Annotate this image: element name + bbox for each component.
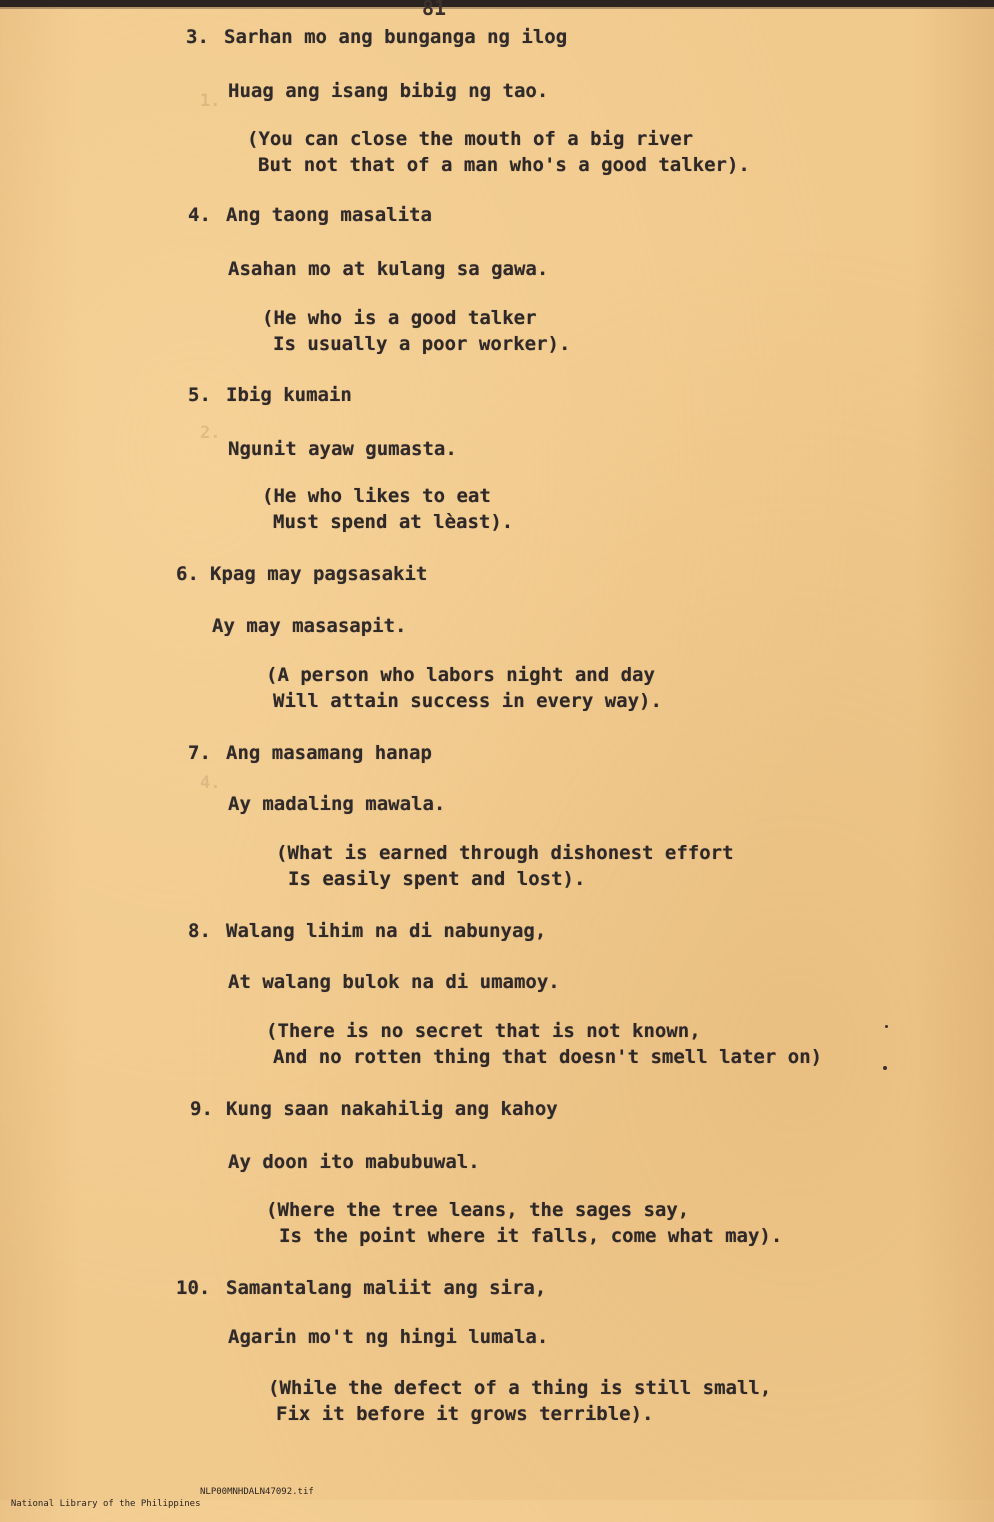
- proverb-number: 7.: [188, 742, 211, 764]
- english-translation-line: Is usually a poor worker).: [273, 333, 571, 355]
- tagalog-line: Asahan mo at kulang sa gawa.: [228, 258, 549, 280]
- ink-speck: [885, 1025, 888, 1028]
- tagalog-line: Kung saan nakahilig ang kahoy: [226, 1098, 558, 1120]
- proverb-number: 8.: [188, 920, 211, 942]
- english-translation-line: Will attain success in every way).: [273, 690, 662, 712]
- top-border: [0, 0, 994, 7]
- tagalog-line: Ay madaling mawala.: [228, 793, 446, 815]
- proverb-number: 3.: [186, 26, 209, 48]
- english-translation-line: But not that of a man who's a good talker).: [258, 154, 750, 176]
- english-translation-line: Is easily spent and lost).: [288, 868, 586, 890]
- tagalog-line: Agarin mo't ng hingi lumala.: [228, 1326, 549, 1348]
- english-translation-line: Is the point where it falls, come what may).: [279, 1225, 783, 1247]
- tagalog-line: Huag ang isang bibig ng tao.: [228, 80, 549, 102]
- tagalog-line: Ang masamang hanap: [226, 742, 432, 764]
- page-number: 81: [422, 0, 447, 20]
- tagalog-line: Ay may masasapit.: [212, 615, 407, 637]
- proverb-number: 10.: [176, 1277, 211, 1299]
- tagalog-line: Sarhan mo ang bunganga ng ilog: [224, 26, 568, 48]
- bleed-through-text: 2.: [200, 423, 221, 443]
- tagalog-line: At walang bulok na di umamoy.: [228, 971, 560, 993]
- english-translation-line: (While the defect of a thing is still small,: [268, 1377, 772, 1399]
- tagalog-line: Walang lihim na di nabunyag,: [226, 920, 547, 942]
- tagalog-line: Ang taong masalita: [226, 204, 432, 226]
- english-translation-line: (He who likes to eat: [262, 485, 491, 507]
- period-mark: [883, 1066, 887, 1070]
- bleed-through-text: 1.: [200, 91, 221, 111]
- tagalog-line: Samantalang maliit ang sira,: [226, 1277, 547, 1299]
- english-translation-line: (Where the tree leans, the sages say,: [266, 1199, 690, 1221]
- english-translation-line: (A person who labors night and day: [266, 664, 655, 686]
- proverb-number: 4.: [188, 204, 211, 226]
- tagalog-line: Ibig kumain: [226, 384, 352, 406]
- english-translation-line: Fix it before it grows terrible).: [276, 1403, 654, 1425]
- bleed-through-text: 4.: [200, 773, 221, 793]
- scan-footer: [0, 1486, 314, 1522]
- english-translation-line: (You can close the mouth of a big river: [247, 128, 694, 150]
- top-border-shadow: [0, 7, 994, 9]
- english-translation-line: (There is no secret that is not known,: [266, 1020, 701, 1042]
- english-translation-line: And no rotten thing that doesn't smell later on): [273, 1046, 823, 1068]
- proverb-number: 5.: [188, 384, 211, 406]
- proverb-number: 9.: [190, 1098, 213, 1120]
- english-translation-line: Must spend at lèast).: [273, 511, 514, 533]
- tagalog-line: Ngunit ayaw gumasta.: [228, 438, 457, 460]
- footer-filename: NLP00MNHDALN47092.tif: [200, 1487, 314, 1497]
- tagalog-line: Ay doon ito mabubuwal.: [228, 1151, 480, 1173]
- english-translation-line: (What is earned through dishonest effort: [276, 842, 734, 864]
- proverb-number: 6.: [176, 563, 199, 585]
- tagalog-line: Kpag may pagsasakit: [210, 563, 428, 585]
- footer-library: National Library of the Philippines: [10, 1499, 201, 1509]
- english-translation-line: (He who is a good talker: [262, 307, 537, 329]
